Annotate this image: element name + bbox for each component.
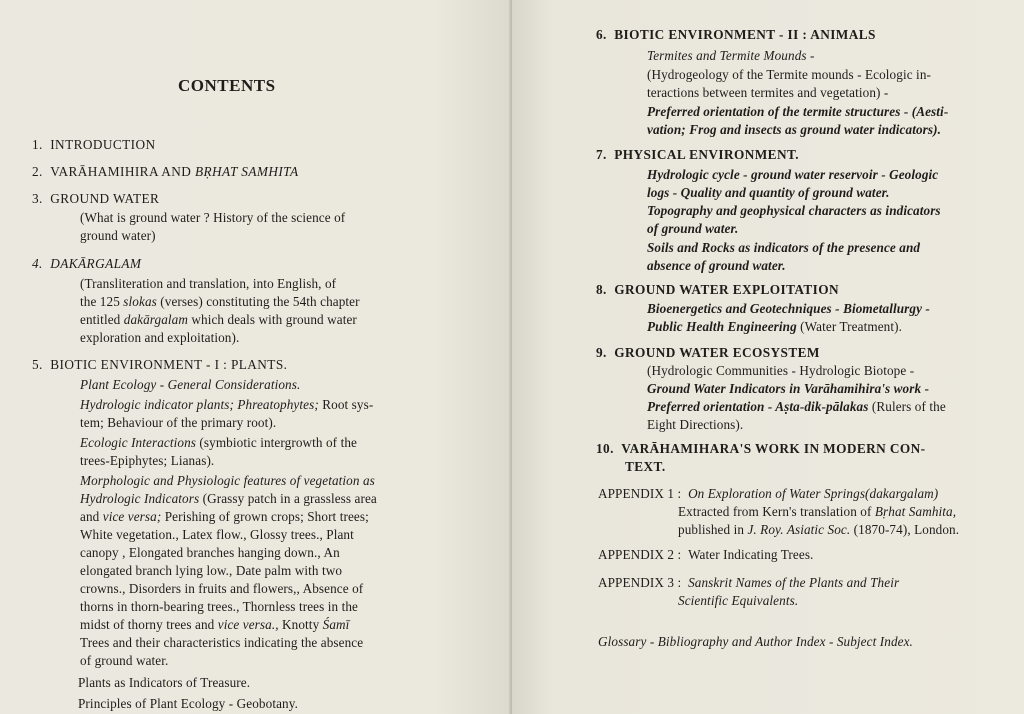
toc-entry-5: 5. BIOTIC ENVIRONMENT - I : PLANTS. [32,357,288,372]
toc-entry-10: 10. VARĀHAMIHARA'S WORK IN MODERN CON- [596,441,926,456]
toc-entry-3-desc: ground water) [80,228,156,243]
toc-entry-3-desc: (What is ground water ? History of the science of [80,210,346,225]
toc-appendix-1-desc: published in J. Roy. Asiatic Soc. (1870-74), London. [678,522,960,537]
toc-entry-4-desc: entitled dakārgalam which deals with ground water [80,312,357,327]
toc-entry-9: 9. GROUND WATER ECOSYSTEM [596,345,820,360]
toc-entry-4-desc: the 125 slokas (verses) constituting the 54th chapter [80,294,360,309]
toc-entry-5-sub: canopy , Elongated branches hanging down., An [80,545,340,560]
toc-entry-6-sub: Termites and Termite Mounds - [647,48,815,63]
toc-entry-9-sub: Eight Directions). [647,417,744,432]
toc-appendix-1-desc: Extracted from Kern's translation of Bṛhat Samhita, [678,504,957,519]
toc-entry-6-sub: Preferred orientation of the termite structures - (Aesti- [647,104,949,119]
toc-entry-8: 8. GROUND WATER EXPLOITATION [596,282,839,297]
toc-entry-7-sub: Hydrologic cycle - ground water reservoir - Geologic [647,167,939,182]
toc-appendix-1: APPENDIX 1 : On Exploration of Water Springs(dakargalam) [598,486,939,501]
toc-entry-5-sub: thorns in thorn-bearing trees., Thornless trees in the [80,599,358,614]
toc-entry-7: 7. PHYSICAL ENVIRONMENT. [596,147,799,162]
toc-entry-4-desc: (Transliteration and translation, into English, of [80,276,337,291]
toc-entry-7-sub: logs - Quality and quantity of ground water. [647,185,890,200]
toc-entry-4-desc: exploration and exploitation). [80,330,240,345]
toc-entry-5-sub: trees-Epiphytes; Lianas). [80,453,215,468]
toc-entry-1: 1. INTRODUCTION [32,137,156,152]
toc-glossary: Glossary - Bibliography and Author Index - Subject Index. [598,634,913,649]
toc-entry-7-sub: Topography and geophysical characters as indicators [647,203,941,218]
toc-entry-5-sub: Plant Ecology - General Considerations. [80,377,301,392]
toc-entry-9-sub: Preferred orientation - Aṣta-dik-pālakas (Rulers of the [647,399,946,414]
toc-entry-8-sub: Public Health Engineering (Water Treatment). [647,319,902,334]
toc-entry-9-sub: Ground Water Indicators in Varāhamihira's work - [647,381,930,396]
toc-entry-5-sub: Principles of Plant Ecology - Geobotany. [78,696,298,711]
toc-entry-5-sub: and vice versa; Perishing of grown crops; Short trees; [80,509,369,524]
toc-entry-5-sub: midst of thorny trees and vice versa., Knotty Śamī [80,617,350,632]
page-title: CONTENTS [178,76,276,95]
toc-appendix-2: APPENDIX 2 : Water Indicating Trees. [598,547,814,562]
toc-entry-6: 6. BIOTIC ENVIRONMENT - II : ANIMALS [596,27,876,42]
toc-entry-8-sub: Bioenergetics and Geotechniques - Biometallurgy - [647,301,930,316]
toc-entry-7-sub: of ground water. [647,221,739,236]
toc-entry-5-sub: Hydrologic Indicators (Grassy patch in a grassless area [80,491,377,506]
toc-entry-5-sub: Plants as Indicators of Treasure. [78,675,251,690]
toc-appendix-3: APPENDIX 3 : Sanskrit Names of the Plants and Their [598,575,900,590]
toc-entry-5-sub: of ground water. [80,653,169,668]
toc-entry-5-sub: Hydrologic indicator plants; Phreatophytes; Root sys- [80,397,374,412]
toc-entry-9-sub: (Hydrologic Communities - Hydrologic Biotope - [647,363,915,378]
toc-entry-2: 2. VARĀHAMIHIRA AND BṚHAT SAMHITA [32,164,299,179]
right-page [512,0,1024,714]
toc-entry-6-sub: teractions between termites and vegetation) - [647,85,889,100]
toc-entry-5-sub: tem; Behaviour of the primary root). [80,415,277,430]
toc-entry-5-sub: crowns., Disorders in fruits and flowers,, Absence of [80,581,364,596]
toc-entry-10-cont: TEXT. [625,459,666,474]
toc-entry-4: 4. DAKĀRGALAM [32,256,142,271]
toc-entry-7-sub: Soils and Rocks as indicators of the presence and [647,240,921,255]
toc-appendix-3-desc: Scientific Equivalents. [678,593,799,608]
toc-entry-5-sub: Trees and their characteristics indicating the absence [80,635,364,650]
toc-entry-5-sub: elongated branch lying low., Date palm with two [80,563,343,578]
toc-entry-3: 3. GROUND WATER [32,191,160,206]
toc-entry-6-sub: vation; Frog and insects as ground water indicators). [647,122,942,137]
toc-entry-5-sub: Ecologic Interactions (symbiotic intergrowth of the [80,435,357,450]
toc-entry-7-sub: absence of ground water. [647,258,786,273]
toc-entry-5-sub: Morphologic and Physiologic features of vegetation as [80,473,375,488]
toc-entry-5-sub: White vegetation., Latex flow., Glossy trees., Plant [80,527,354,542]
toc-entry-6-sub: (Hydrogeology of the Termite mounds - Ecologic in- [647,67,932,82]
